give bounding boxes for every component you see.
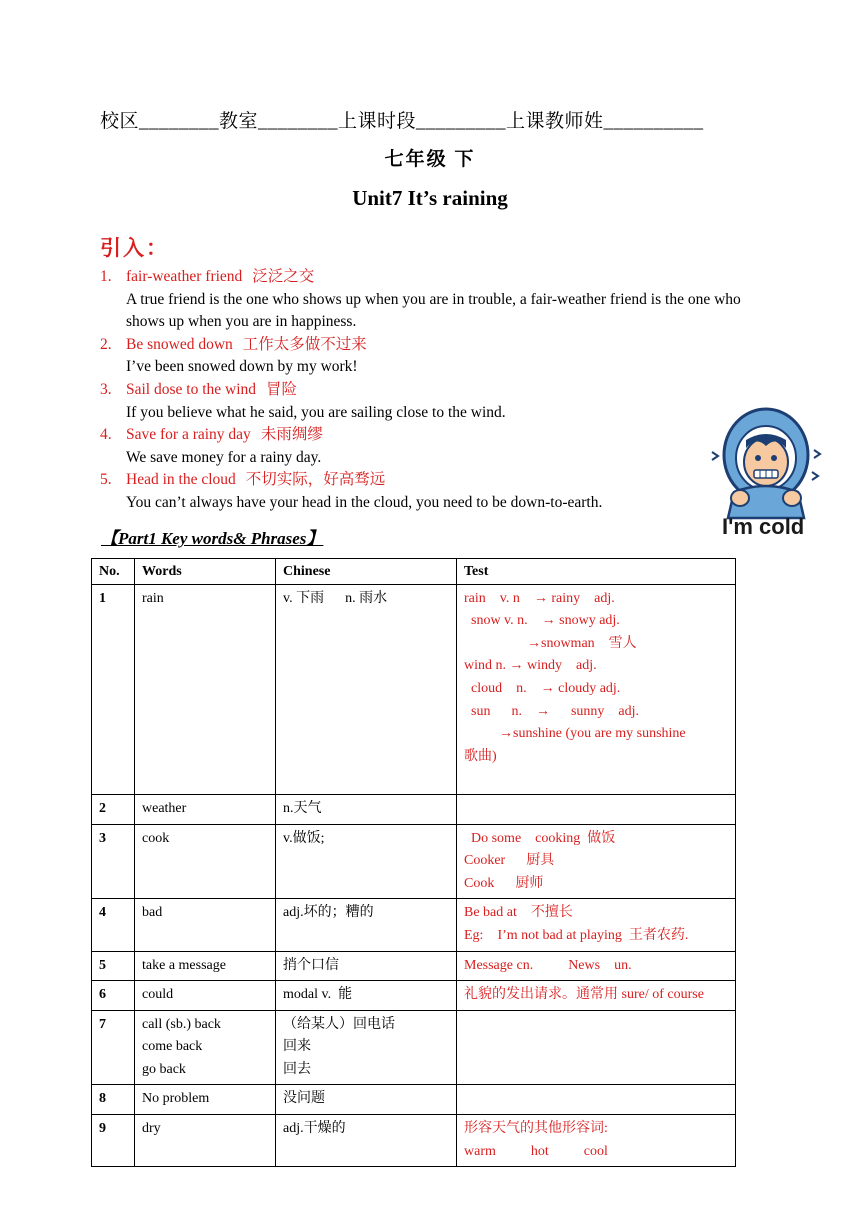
intro-item [100,334,780,379]
cell-words [135,794,276,824]
cell-test [457,951,736,981]
cell-test-line: →sunshine (you are my sunshine [464,726,686,742]
intro-item-phrase: Head in the cloud [126,471,236,489]
cell-words [135,1115,276,1167]
cell-test-line: Do some cooking 做饭 [464,830,616,846]
column-header-test: Test [457,559,736,585]
cell-chinese [276,824,457,899]
cell-no: 7 [92,1010,135,1085]
intro-item [100,266,780,334]
table-row [92,1085,736,1115]
vocab-table-body [92,584,736,1167]
column-header-words: Words [135,559,276,585]
cell-chinese-line: v. 下雨 n. 雨水 [283,590,388,606]
cell-test-line: Message cn. News un. [464,957,632,973]
cell-test-line: Cook 厨师 [464,875,544,891]
header-line: 校区________教室________上课时段_________上课教师姓__________ [100,111,704,132]
intro-item-phrase: fair-weather friend [126,268,243,285]
intro-item-number: 5. [100,471,112,489]
cell-test-line: 形容天气的其他形容词: [464,1121,608,1137]
cell-test-line: sun n. → sunny adj. [464,703,639,719]
table-header-row [92,559,736,585]
cell-test-line [464,768,728,791]
table-row [92,1010,736,1085]
cell-words-line: come back [142,1039,203,1055]
cell-no: 9 [92,1115,135,1167]
cell-words-line: weather [142,800,187,816]
cell-chinese-line: 回去 [283,1061,311,1077]
intro-item-example: If you believe what he said, you are sailing close to the wind. [126,403,506,421]
cell-test-line: 礼貌的发出请求。通常用 sure/ of course [464,987,704,1003]
cell-no: 6 [92,981,135,1011]
cell-test-line: wind n. → windy adj. [464,658,597,674]
cell-test [457,824,736,899]
intro-item [100,424,780,469]
intro-item-example: You can’t always have your head in the cloud, you need to be down-to-earth. [126,493,603,511]
cell-words [135,899,276,951]
intro-item-number: 3. [100,380,112,398]
part1-title: 【Part1 Key words& Phrases】 [101,529,324,548]
cell-chinese-line: （给某人）回电话 [283,1016,395,1032]
cell-test-line: 歌曲) [464,748,497,764]
cell-chinese-line: 没问题 [283,1091,325,1107]
cell-words-line: could [142,987,174,1003]
cell-test-line: cloud n. → cloudy adj. [464,680,621,696]
cell-chinese-line: adj.坏的；糟的 [283,905,374,921]
intro-item-example: We save money for a rainy day. [126,448,322,466]
intro-heading: 引入： [100,236,169,260]
intro-item-chinese: 未雨绸缪 [260,426,323,444]
cell-no: 8 [92,1085,135,1115]
intro-item-number: 4. [100,426,112,444]
cell-words [135,981,276,1011]
cell-test [457,1115,736,1167]
cell-chinese-line: modal v. 能 [283,987,353,1003]
table-row [92,824,736,899]
cell-chinese [276,981,457,1011]
column-header-no: No. [92,559,135,585]
cell-test [457,794,736,824]
intro-item-chinese: 冒险 [266,380,298,398]
cell-test [457,981,736,1011]
intro-item [100,469,780,514]
cell-words-line: bad [142,905,163,921]
cell-words-line: No problem [142,1091,210,1107]
unit-title: Unit7 It’s raining [352,186,508,210]
cell-chinese [276,899,457,951]
grade-title: 七年级 下 [384,149,476,170]
cell-no: 5 [92,951,135,981]
cartoon-caption: I'm cold [722,514,805,539]
cell-words [135,1010,276,1085]
table-row [92,899,736,951]
cell-chinese [276,1115,457,1167]
intro-item-number: 1. [100,268,112,285]
cell-test-line: snow v. n. → snowy adj. [464,613,620,629]
intro-item-chinese: 工作太多做不过来 [242,335,367,353]
cell-test-line: warm hot cool [464,1143,608,1159]
cell-words-line: call (sb.) back [142,1016,221,1032]
intro-item-number: 2. [100,335,112,353]
cell-words-line: dry [142,1121,161,1137]
cold-boy-illustration-icon [704,400,854,540]
cell-test-line: →snowman 雪人 [464,635,637,651]
cell-chinese-line: adj.干燥的 [283,1121,346,1137]
table-row [92,1115,736,1167]
cell-chinese-line: v.做饭; [283,830,325,846]
intro-item-phrase: Sail dose to the wind [126,380,257,398]
intro-item-chinese: 不切实际，好高骛远 [245,471,386,489]
cell-chinese [276,1085,457,1115]
cell-test-line: Cooker 厨具 [464,853,555,869]
cell-test [457,1085,736,1115]
cell-no: 1 [92,584,135,794]
cell-test [457,1010,736,1085]
vocab-table [91,558,736,1167]
column-header-chinese: Chinese [276,559,457,585]
cell-chinese [276,584,457,794]
cell-test [457,899,736,951]
cell-words-line: go back [142,1061,186,1077]
cell-no: 2 [92,794,135,824]
intro-list [100,266,780,515]
cell-words [135,951,276,981]
table-row [92,951,736,981]
cell-words [135,584,276,794]
cell-words-line: cook [142,830,170,846]
cell-no: 3 [92,824,135,899]
table-row [92,584,736,794]
cell-words [135,1085,276,1115]
intro-item [100,379,780,424]
cell-test-line: Eg: I’m not bad at playing 王者农药. [464,927,689,943]
cell-chinese-line: 捎个口信 [283,957,339,973]
cell-words [135,824,276,899]
table-row [92,794,736,824]
cell-chinese [276,794,457,824]
cell-test [457,584,736,794]
cell-test-line: rain v. n → rainy adj. [464,590,615,606]
cell-chinese [276,1010,457,1085]
cell-no: 4 [92,899,135,951]
cell-chinese-line: 回来 [283,1039,311,1055]
cell-test-line: Be bad at 不擅长 [464,905,573,921]
cell-chinese [276,951,457,981]
cell-words-line: rain [142,590,164,606]
cell-chinese-line: n.天气 [283,800,322,816]
cell-words-line: take a message [142,957,226,973]
intro-item-example: I’ve been snowed down by my work! [126,358,358,376]
intro-item-example: A true friend is the one who shows up when you are in trouble, a fair-weather friend is the one who shows up when you are in happiness. [126,290,741,331]
intro-item-chinese: 泛泛之交 [252,268,315,285]
table-row [92,981,736,1011]
intro-item-phrase: Save for a rainy day [126,426,251,444]
intro-item-phrase: Be snowed down [126,335,233,353]
